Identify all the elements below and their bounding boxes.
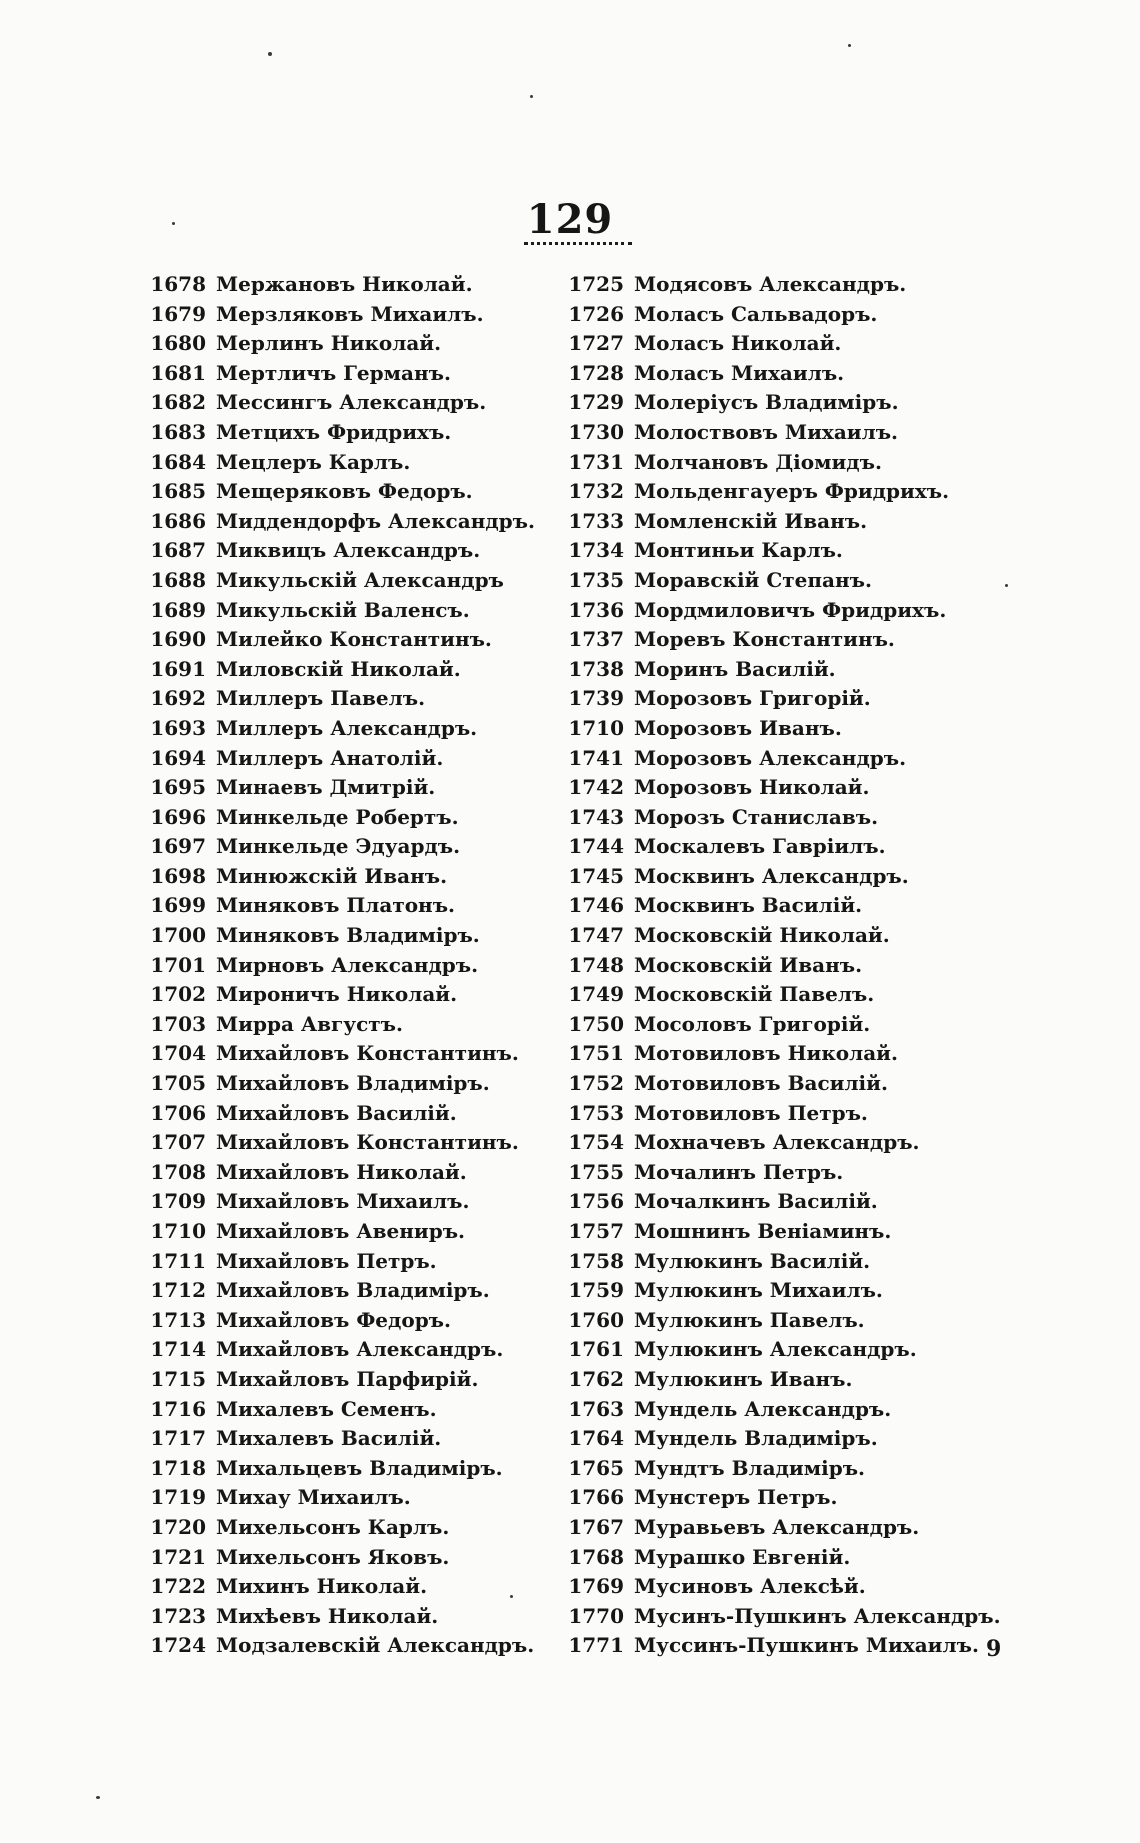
- register-entry: [568, 596, 1001, 626]
- register-entry: [568, 1187, 1001, 1217]
- entry-name: Москвинъ Василiй.: [634, 893, 863, 918]
- register-entry: [150, 329, 535, 359]
- entry-name: Михайловъ Василiй.: [216, 1100, 457, 1125]
- register-entry: [150, 536, 535, 566]
- register-entry: [568, 1247, 1001, 1277]
- register-entry: [150, 596, 535, 626]
- register-entry: [150, 1187, 535, 1217]
- entry-name: Михинъ Николай.: [216, 1574, 428, 1599]
- entry-number: 1685: [150, 479, 206, 504]
- register-entry: [568, 980, 1001, 1010]
- register-entry: [150, 1424, 535, 1454]
- entry-number: 1753: [568, 1100, 624, 1125]
- entry-number: 1688: [150, 567, 206, 592]
- register-entry: [568, 1069, 1001, 1099]
- register-entry: [568, 477, 1001, 507]
- register-entry: [150, 1010, 535, 1040]
- entry-number: 1751: [568, 1041, 624, 1066]
- entry-name: Морозовъ Иванъ.: [634, 715, 842, 740]
- entry-number: 1745: [568, 863, 624, 888]
- entry-number: 1703: [150, 1011, 206, 1036]
- register-entry: [568, 1217, 1001, 1247]
- entry-number: 1756: [568, 1189, 624, 1214]
- entry-number: 1762: [568, 1366, 624, 1391]
- entry-name: Мунстеръ Петръ.: [634, 1485, 838, 1510]
- register-entry: [568, 1631, 1001, 1661]
- entry-name: Мотовиловъ Николай.: [634, 1041, 898, 1066]
- register-entry: [568, 951, 1001, 981]
- register-entry: [568, 566, 1001, 596]
- entry-number: 1705: [150, 1071, 206, 1096]
- entry-number: 1766: [568, 1485, 624, 1510]
- entry-name: Михайловъ Владимiръ.: [216, 1071, 490, 1096]
- entry-number: 1714: [150, 1337, 206, 1362]
- entry-name: Михайловъ Михаилъ.: [216, 1189, 470, 1214]
- register-entry: [150, 388, 535, 418]
- entry-name: Мундель Александръ.: [634, 1396, 892, 1421]
- page-number: 129: [526, 196, 614, 243]
- entry-number: 1679: [150, 301, 206, 326]
- entry-number: 1678: [150, 272, 206, 296]
- entry-name: Михайловъ Владимiръ.: [216, 1278, 490, 1303]
- entry-name: Моревъ Константинъ.: [634, 627, 895, 652]
- register-entry: [568, 1543, 1001, 1573]
- entry-name: Минкельде Эдуардъ.: [216, 834, 461, 859]
- entry-name: Моринъ Василiй.: [634, 656, 836, 681]
- entry-number: 1737: [568, 627, 624, 652]
- entry-number: 1734: [568, 538, 624, 563]
- entry-name: Минкельде Робертъ.: [216, 804, 459, 829]
- entry-name: Михайловъ Парфирiй.: [216, 1366, 479, 1391]
- register-entry: [150, 832, 535, 862]
- register-entry: [568, 1010, 1001, 1040]
- entry-number: 1710: [150, 1219, 206, 1243]
- entry-number: 1757: [568, 1219, 624, 1243]
- scan-speck: [172, 222, 175, 225]
- entry-name: Мулюкинъ Павелъ.: [634, 1307, 865, 1332]
- entry-name: Мундель Владимiръ.: [634, 1426, 878, 1451]
- register-entry: [568, 803, 1001, 833]
- register-entry: [568, 1099, 1001, 1129]
- register-entry: [568, 1365, 1001, 1395]
- register-entry: [568, 625, 1001, 655]
- entry-number: 1741: [568, 745, 624, 770]
- entry-number: 1763: [568, 1396, 624, 1421]
- entry-number: 1746: [568, 893, 624, 918]
- entry-number: 1692: [150, 686, 206, 711]
- register-entry: [150, 1483, 535, 1513]
- entry-number: 1681: [150, 360, 206, 385]
- entry-name: Миддендорфъ Александръ.: [216, 508, 535, 533]
- entry-number: 1684: [150, 449, 206, 474]
- register-entry: [568, 1424, 1001, 1454]
- entry-name: Молоствовъ Михаилъ.: [634, 419, 899, 444]
- entry-name: Михельсонъ Яковъ.: [216, 1544, 450, 1569]
- entry-number: 1738: [568, 656, 624, 681]
- entry-name: Мундтъ Владимiръ.: [634, 1455, 865, 1480]
- entry-number: 1744: [568, 834, 624, 859]
- entry-name: Михайловъ Федоръ.: [216, 1307, 451, 1332]
- entry-name: Михѣевъ Николай.: [216, 1603, 439, 1628]
- left-column-list: [150, 270, 535, 1661]
- entry-name: Мулюкинъ Иванъ.: [634, 1366, 853, 1391]
- register-entry: [150, 1158, 535, 1188]
- entry-name: Мессингъ Александръ.: [216, 390, 487, 415]
- entry-name: Молчановъ Дiомидъ.: [634, 449, 882, 474]
- entry-name: Михайловъ Петръ.: [216, 1248, 437, 1273]
- entry-number: 1701: [150, 952, 206, 977]
- scan-speck: [268, 52, 272, 56]
- register-entry: [150, 359, 535, 389]
- entry-number: 1711: [150, 1248, 206, 1273]
- entry-number: 1721: [150, 1544, 206, 1569]
- register-entry: [568, 300, 1001, 330]
- entry-name: Михалевъ Василiй.: [216, 1426, 442, 1451]
- entry-name: Морозовъ Николай.: [634, 775, 870, 800]
- register-entry: [150, 625, 535, 655]
- register-entry: [150, 684, 535, 714]
- register-entry: [150, 891, 535, 921]
- entry-name: Морозовъ Григорiй.: [634, 686, 871, 711]
- entry-name: Минаевъ Дмитрiй.: [216, 775, 436, 800]
- register-entry: [150, 507, 535, 537]
- register-entry: [150, 1454, 535, 1484]
- register-entry: [568, 1483, 1001, 1513]
- register-entry: [150, 1513, 535, 1543]
- entry-number: 1723: [150, 1603, 206, 1628]
- register-entry: [150, 1128, 535, 1158]
- entry-name: Мирра Августъ.: [216, 1011, 403, 1036]
- entry-name: Михайловъ Николай.: [216, 1159, 467, 1184]
- register-entry: [150, 1099, 535, 1129]
- printer-signature-mark: 9: [986, 1636, 1002, 1662]
- register-entry: [568, 1276, 1001, 1306]
- register-entry: [150, 921, 535, 951]
- entry-name: Мотовиловъ Петръ.: [634, 1100, 868, 1125]
- register-entry: [150, 1069, 535, 1099]
- entry-number: 1755: [568, 1159, 624, 1184]
- entry-number: 1718: [150, 1455, 206, 1480]
- entry-number: 1733: [568, 508, 624, 533]
- entry-name: Мержановъ Николай.: [216, 272, 473, 296]
- entry-number: 1682: [150, 390, 206, 415]
- entry-name: Модясовъ Александръ.: [634, 272, 907, 296]
- entry-name: Моравскiй Степанъ.: [634, 567, 872, 592]
- register-entry: [150, 270, 535, 300]
- entry-name: Миняковъ Владимiръ.: [216, 923, 480, 948]
- register-entry: [568, 359, 1001, 389]
- entry-name: Муссинъ-Пушкинъ Михаилъ.: [634, 1633, 979, 1658]
- entry-name: Михау Михаилъ.: [216, 1485, 411, 1510]
- register-entry: [568, 536, 1001, 566]
- entry-number: 1691: [150, 656, 206, 681]
- entry-name: Микульскiй Александръ: [216, 567, 504, 592]
- register-entry: [150, 300, 535, 330]
- entry-name: Морозъ Станиславъ.: [634, 804, 879, 829]
- register-entry: [150, 1572, 535, 1602]
- entry-number: 1719: [150, 1485, 206, 1510]
- scan-speck: [96, 1796, 100, 1799]
- entry-name: Мироничъ Николай.: [216, 982, 458, 1007]
- entry-number: 1728: [568, 360, 624, 385]
- register-entry: [568, 714, 1001, 744]
- entry-name: Мертличъ Германъ.: [216, 360, 451, 385]
- register-entry: [568, 1039, 1001, 1069]
- register-entry: [150, 448, 535, 478]
- scan-speck: [510, 1595, 513, 1598]
- entry-number: 1715: [150, 1366, 206, 1391]
- entry-name: Москвинъ Александръ.: [634, 863, 909, 888]
- entry-number: 1695: [150, 775, 206, 800]
- entry-number: 1687: [150, 538, 206, 563]
- entry-name: Михайловъ Авениръ.: [216, 1219, 466, 1243]
- register-entry: [150, 418, 535, 448]
- entry-number: 1771: [568, 1633, 624, 1658]
- register-entry: [568, 773, 1001, 803]
- entry-name: Мурашко Евгенiй.: [634, 1544, 851, 1569]
- entry-name: Мольденгауеръ Фридрихъ.: [634, 479, 950, 504]
- register-entry: [150, 1039, 535, 1069]
- entry-number: 1698: [150, 863, 206, 888]
- register-entry: [568, 1454, 1001, 1484]
- entry-name: Москалевъ Гаврiилъ.: [634, 834, 886, 859]
- entry-number: 1743: [568, 804, 624, 829]
- register-entry: [150, 1247, 535, 1277]
- entry-number: 1709: [150, 1189, 206, 1214]
- entry-name: Мосоловъ Григорiй.: [634, 1011, 871, 1036]
- entry-number: 1764: [568, 1426, 624, 1451]
- entry-number: 1769: [568, 1574, 624, 1599]
- entry-number: 1760: [568, 1307, 624, 1332]
- register-entry: [150, 862, 535, 892]
- entry-name: Микульскiй Валенсъ.: [216, 597, 470, 622]
- entry-number: 1725: [568, 272, 624, 296]
- entry-name: Миллеръ Александръ.: [216, 715, 478, 740]
- entry-number: 1767: [568, 1514, 624, 1539]
- register-entry: [150, 714, 535, 744]
- page-number-underline: [524, 242, 632, 245]
- register-entry: [150, 1602, 535, 1632]
- register-entry: [568, 270, 1001, 300]
- entry-name: Михальцевъ Владимiръ.: [216, 1455, 503, 1480]
- register-entry: [568, 329, 1001, 359]
- entry-number: 1704: [150, 1041, 206, 1066]
- entry-number: 1761: [568, 1337, 624, 1362]
- register-entry: [568, 862, 1001, 892]
- register-entry: [568, 655, 1001, 685]
- entry-number: 1724: [150, 1633, 206, 1658]
- entry-number: 1752: [568, 1071, 624, 1096]
- register-entry: [568, 448, 1001, 478]
- register-entry: [568, 507, 1001, 537]
- scan-speck: [1005, 584, 1008, 587]
- register-entry: [150, 655, 535, 685]
- entry-number: 1739: [568, 686, 624, 711]
- entry-number: 1765: [568, 1455, 624, 1480]
- entry-name: Модзалевскiй Александръ.: [216, 1633, 535, 1658]
- entry-number: 1759: [568, 1278, 624, 1303]
- entry-name: Мулюкинъ Василiй.: [634, 1248, 871, 1273]
- entry-number: 1712: [150, 1278, 206, 1303]
- entry-name: Миллеръ Анатолiй.: [216, 745, 444, 770]
- entry-number: 1680: [150, 331, 206, 356]
- register-entry: [568, 418, 1001, 448]
- entry-number: 1702: [150, 982, 206, 1007]
- entry-name: Милейко Константинъ.: [216, 627, 492, 652]
- register-entry: [568, 1128, 1001, 1158]
- entry-number: 1697: [150, 834, 206, 859]
- entry-name: Моласъ Николай.: [634, 331, 842, 356]
- entry-name: Мотовиловъ Василiй.: [634, 1071, 888, 1096]
- entry-number: 1768: [568, 1544, 624, 1569]
- register-entry: [150, 980, 535, 1010]
- entry-number: 1694: [150, 745, 206, 770]
- entry-number: 1731: [568, 449, 624, 474]
- register-entry: [150, 1217, 535, 1247]
- entry-name: Мусиновъ Алексѣй.: [634, 1574, 866, 1599]
- entry-number: 1729: [568, 390, 624, 415]
- register-entry: [150, 1631, 535, 1661]
- entry-name: Михалевъ Семенъ.: [216, 1396, 437, 1421]
- entry-number: 1736: [568, 597, 624, 622]
- entry-number: 1758: [568, 1248, 624, 1273]
- entry-name: Михайловъ Константинъ.: [216, 1041, 519, 1066]
- entry-number: 1747: [568, 923, 624, 948]
- entry-number: 1749: [568, 982, 624, 1007]
- entry-number: 1689: [150, 597, 206, 622]
- entry-number: 1696: [150, 804, 206, 829]
- entry-name: Моласъ Михаилъ.: [634, 360, 845, 385]
- entry-number: 1720: [150, 1514, 206, 1539]
- entry-name: Михельсонъ Карлъ.: [216, 1514, 450, 1539]
- entry-name: Мочалинъ Петръ.: [634, 1159, 844, 1184]
- entry-number: 1699: [150, 893, 206, 918]
- entry-number: 1683: [150, 419, 206, 444]
- register-entry: [568, 891, 1001, 921]
- register-entry: [150, 951, 535, 981]
- entry-name: Молерiусъ Владимiръ.: [634, 390, 899, 415]
- entry-number: 1713: [150, 1307, 206, 1332]
- entry-name: Мирновъ Александръ.: [216, 952, 479, 977]
- entry-number: 1750: [568, 1011, 624, 1036]
- register-entry: [568, 1602, 1001, 1632]
- entry-name: Миквицъ Александръ.: [216, 538, 481, 563]
- register-entry: [150, 1306, 535, 1336]
- register-entry: [568, 388, 1001, 418]
- entry-name: Мочалкинъ Василiй.: [634, 1189, 878, 1214]
- entry-number: 1716: [150, 1396, 206, 1421]
- entry-number: 1730: [568, 419, 624, 444]
- entry-number: 1770: [568, 1603, 624, 1628]
- entry-name: Московскiй Иванъ.: [634, 952, 863, 977]
- register-entry: [568, 1335, 1001, 1365]
- entry-number: 1735: [568, 567, 624, 592]
- register-entry: [150, 1335, 535, 1365]
- entry-name: Метцихъ Фридрихъ.: [216, 419, 452, 444]
- register-entry: [568, 744, 1001, 774]
- entry-name: Мерзляковъ Михаилъ.: [216, 301, 484, 326]
- register-entry: [568, 1306, 1001, 1336]
- register-entry: [150, 1543, 535, 1573]
- register-entry: [568, 684, 1001, 714]
- entry-number: 1707: [150, 1130, 206, 1155]
- entry-number: 1706: [150, 1100, 206, 1125]
- entry-name: Михайловъ Александръ.: [216, 1337, 504, 1362]
- entry-name: Момленскiй Иванъ.: [634, 508, 868, 533]
- entry-name: Мулюкинъ Михаилъ.: [634, 1278, 883, 1303]
- entry-name: Мохначевъ Александръ.: [634, 1130, 920, 1155]
- entry-name: Муравьевъ Александръ.: [634, 1514, 920, 1539]
- register-entry: [568, 1158, 1001, 1188]
- register-entry: [150, 1365, 535, 1395]
- entry-name: Мерлинъ Николай.: [216, 331, 442, 356]
- entry-name: Мусинъ-Пушкинъ Александръ.: [634, 1603, 1001, 1628]
- entry-name: Мошнинъ Венiаминъ.: [634, 1219, 892, 1243]
- entry-name: Миллеръ Павелъ.: [216, 686, 426, 711]
- register-entry: [150, 803, 535, 833]
- entry-name: Мещеряковъ Федоръ.: [216, 479, 473, 504]
- scan-speck: [530, 95, 533, 98]
- entry-name: Минюжскiй Иванъ.: [216, 863, 448, 888]
- entry-name: Морозовъ Александръ.: [634, 745, 907, 770]
- register-entry: [568, 832, 1001, 862]
- entry-number: 1732: [568, 479, 624, 504]
- entry-number: 1710: [568, 715, 624, 740]
- entry-number: 1748: [568, 952, 624, 977]
- entry-number: 1717: [150, 1426, 206, 1451]
- register-entry: [150, 1395, 535, 1425]
- entry-number: 1742: [568, 775, 624, 800]
- entry-number: 1754: [568, 1130, 624, 1155]
- entry-number: 1693: [150, 715, 206, 740]
- entry-name: Миловскiй Николай.: [216, 656, 461, 681]
- entry-name: Моласъ Сальвадоръ.: [634, 301, 878, 326]
- entry-name: Мордмиловичъ Фридрихъ.: [634, 597, 947, 622]
- register-entry: [150, 1276, 535, 1306]
- register-entry: [568, 921, 1001, 951]
- register-entry: [150, 773, 535, 803]
- entry-name: Михайловъ Константинъ.: [216, 1130, 519, 1155]
- entry-name: Монтиньи Карлъ.: [634, 538, 843, 563]
- scan-speck: [848, 44, 851, 47]
- entry-number: 1686: [150, 508, 206, 533]
- register-entry: [150, 566, 535, 596]
- entry-number: 1726: [568, 301, 624, 326]
- register-entry: [568, 1513, 1001, 1543]
- register-entry: [568, 1572, 1001, 1602]
- entry-number: 1727: [568, 331, 624, 356]
- right-column-list: [568, 270, 1001, 1661]
- entry-number: 1700: [150, 923, 206, 948]
- entry-number: 1690: [150, 627, 206, 652]
- register-entry: [568, 1395, 1001, 1425]
- entry-name: Московскiй Николай.: [634, 923, 890, 948]
- entry-name: Мулюкинъ Александръ.: [634, 1337, 917, 1362]
- entry-name: Миняковъ Платонъ.: [216, 893, 455, 918]
- register-entry: [150, 477, 535, 507]
- entry-number: 1722: [150, 1574, 206, 1599]
- entry-name: Московскiй Павелъ.: [634, 982, 875, 1007]
- entry-name: Мецлеръ Карлъ.: [216, 449, 411, 474]
- register-entry: [150, 744, 535, 774]
- entry-number: 1708: [150, 1159, 206, 1184]
